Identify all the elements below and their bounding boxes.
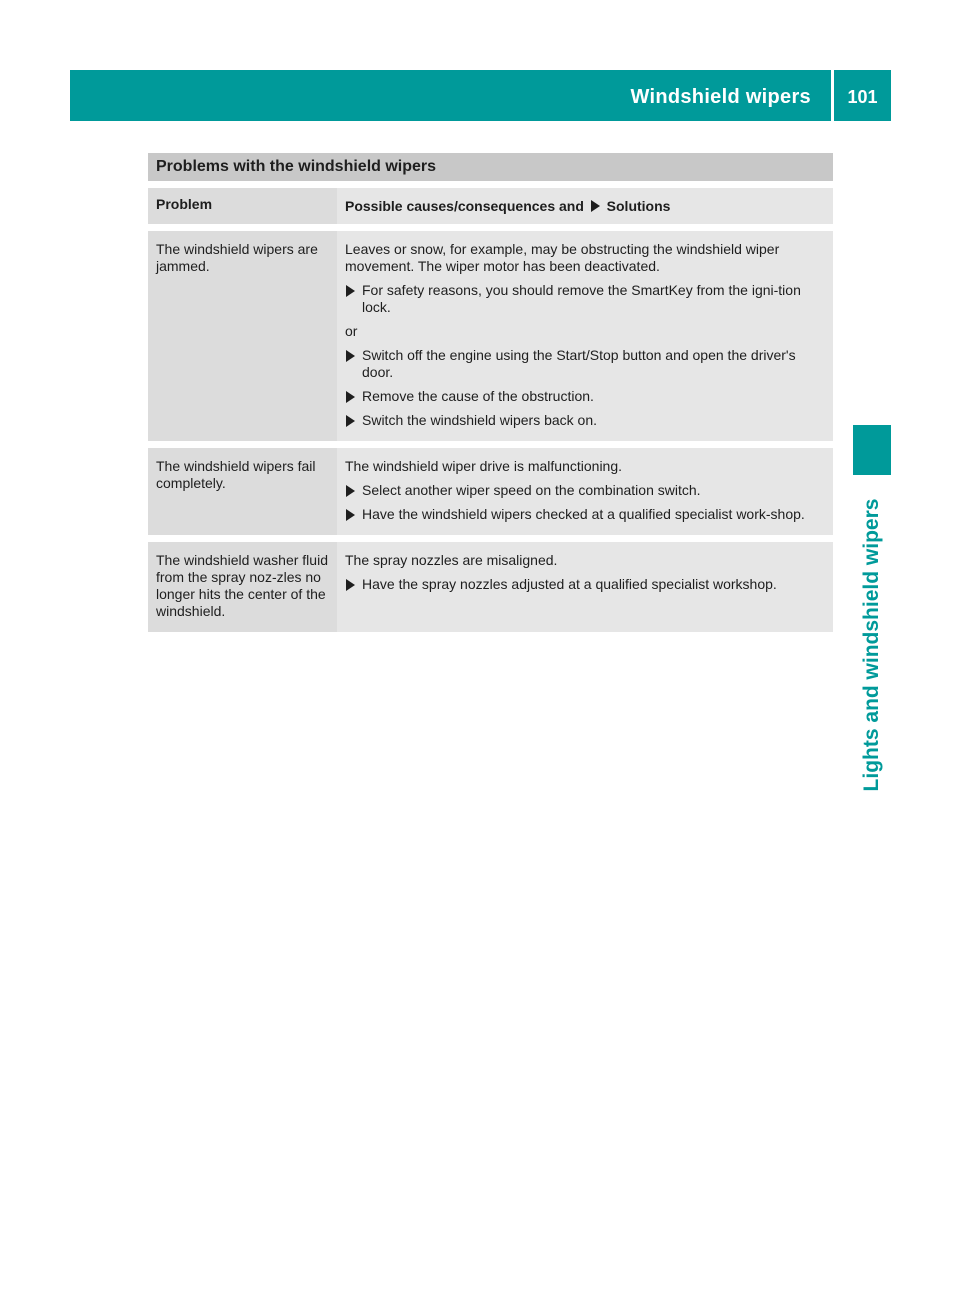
arrow-right-icon [346,350,355,362]
column-header-problem: Problem [148,188,337,228]
problem-cell: The windshield washer fluid from the spray noz-zles no longer hits the center of the windshield. [148,539,337,633]
step-text: Have the spray nozzles adjusted at a qualified specialist workshop. [362,576,777,592]
solution-cell [337,445,833,539]
cause-text: The windshield wiper drive is malfunctioning. [345,458,623,474]
arrow-right-icon [346,579,355,591]
cause-text: The spray nozzles are misaligned. [345,552,558,568]
arrow-right-icon [346,391,355,403]
table-row [148,539,833,633]
chapter-tab-label: Lights and windshield wipers [860,498,883,791]
table-row [148,228,833,445]
instruction-step [345,482,829,499]
problem-cell: The windshield wipers are jammed. [148,228,337,445]
step-text: Select another wiper speed on the combination switch. [362,482,701,498]
column-header-solutions [337,188,833,228]
arrow-right-icon [346,485,355,497]
arrow-right-icon [591,200,600,212]
troubleshooting-table [148,188,833,632]
column-header-solutions-text: Possible causes/consequences and [345,198,584,214]
arrow-right-icon [346,415,355,427]
step-text: Switch the windshield wipers back on. [362,412,598,428]
page-number: 101 [847,87,878,107]
chapter-tab-marker [853,425,891,475]
instruction-step [345,576,829,593]
table-row [148,445,833,539]
step-text: Have the windshield wipers checked at a qualified specialist work-shop. [362,506,805,522]
instruction-step [345,388,829,405]
header-title: Windshield wipers [630,86,811,108]
step-text: Switch off the engine using the Start/Stop button and open the driver's door. [362,347,796,380]
problem-cell: The windshield wipers fail completely. [148,445,337,539]
step-text: For safety reasons, you should remove the SmartKey from the igni-tion lock. [362,282,801,315]
instruction-step [345,347,829,381]
arrow-right-icon [346,509,355,521]
chapter-tab [853,483,891,806]
section-title: Problems with the windshield wipers [148,153,833,181]
column-header-solutions-label: Solutions [606,198,671,214]
cause-text: Leaves or snow, for example, may be obstructing the windshield wiper movement. The wiper motor has been deactivated. [345,241,780,274]
instruction-step [345,506,829,523]
instruction-step [345,412,829,429]
arrow-right-icon [346,285,355,297]
step-text: Remove the cause of the obstruction. [362,388,594,404]
table-header-row [148,188,833,228]
instruction-step [345,282,829,316]
page-header [70,70,891,121]
or-text: or [345,323,358,339]
solution-cell [337,539,833,633]
solution-cell [337,228,833,445]
